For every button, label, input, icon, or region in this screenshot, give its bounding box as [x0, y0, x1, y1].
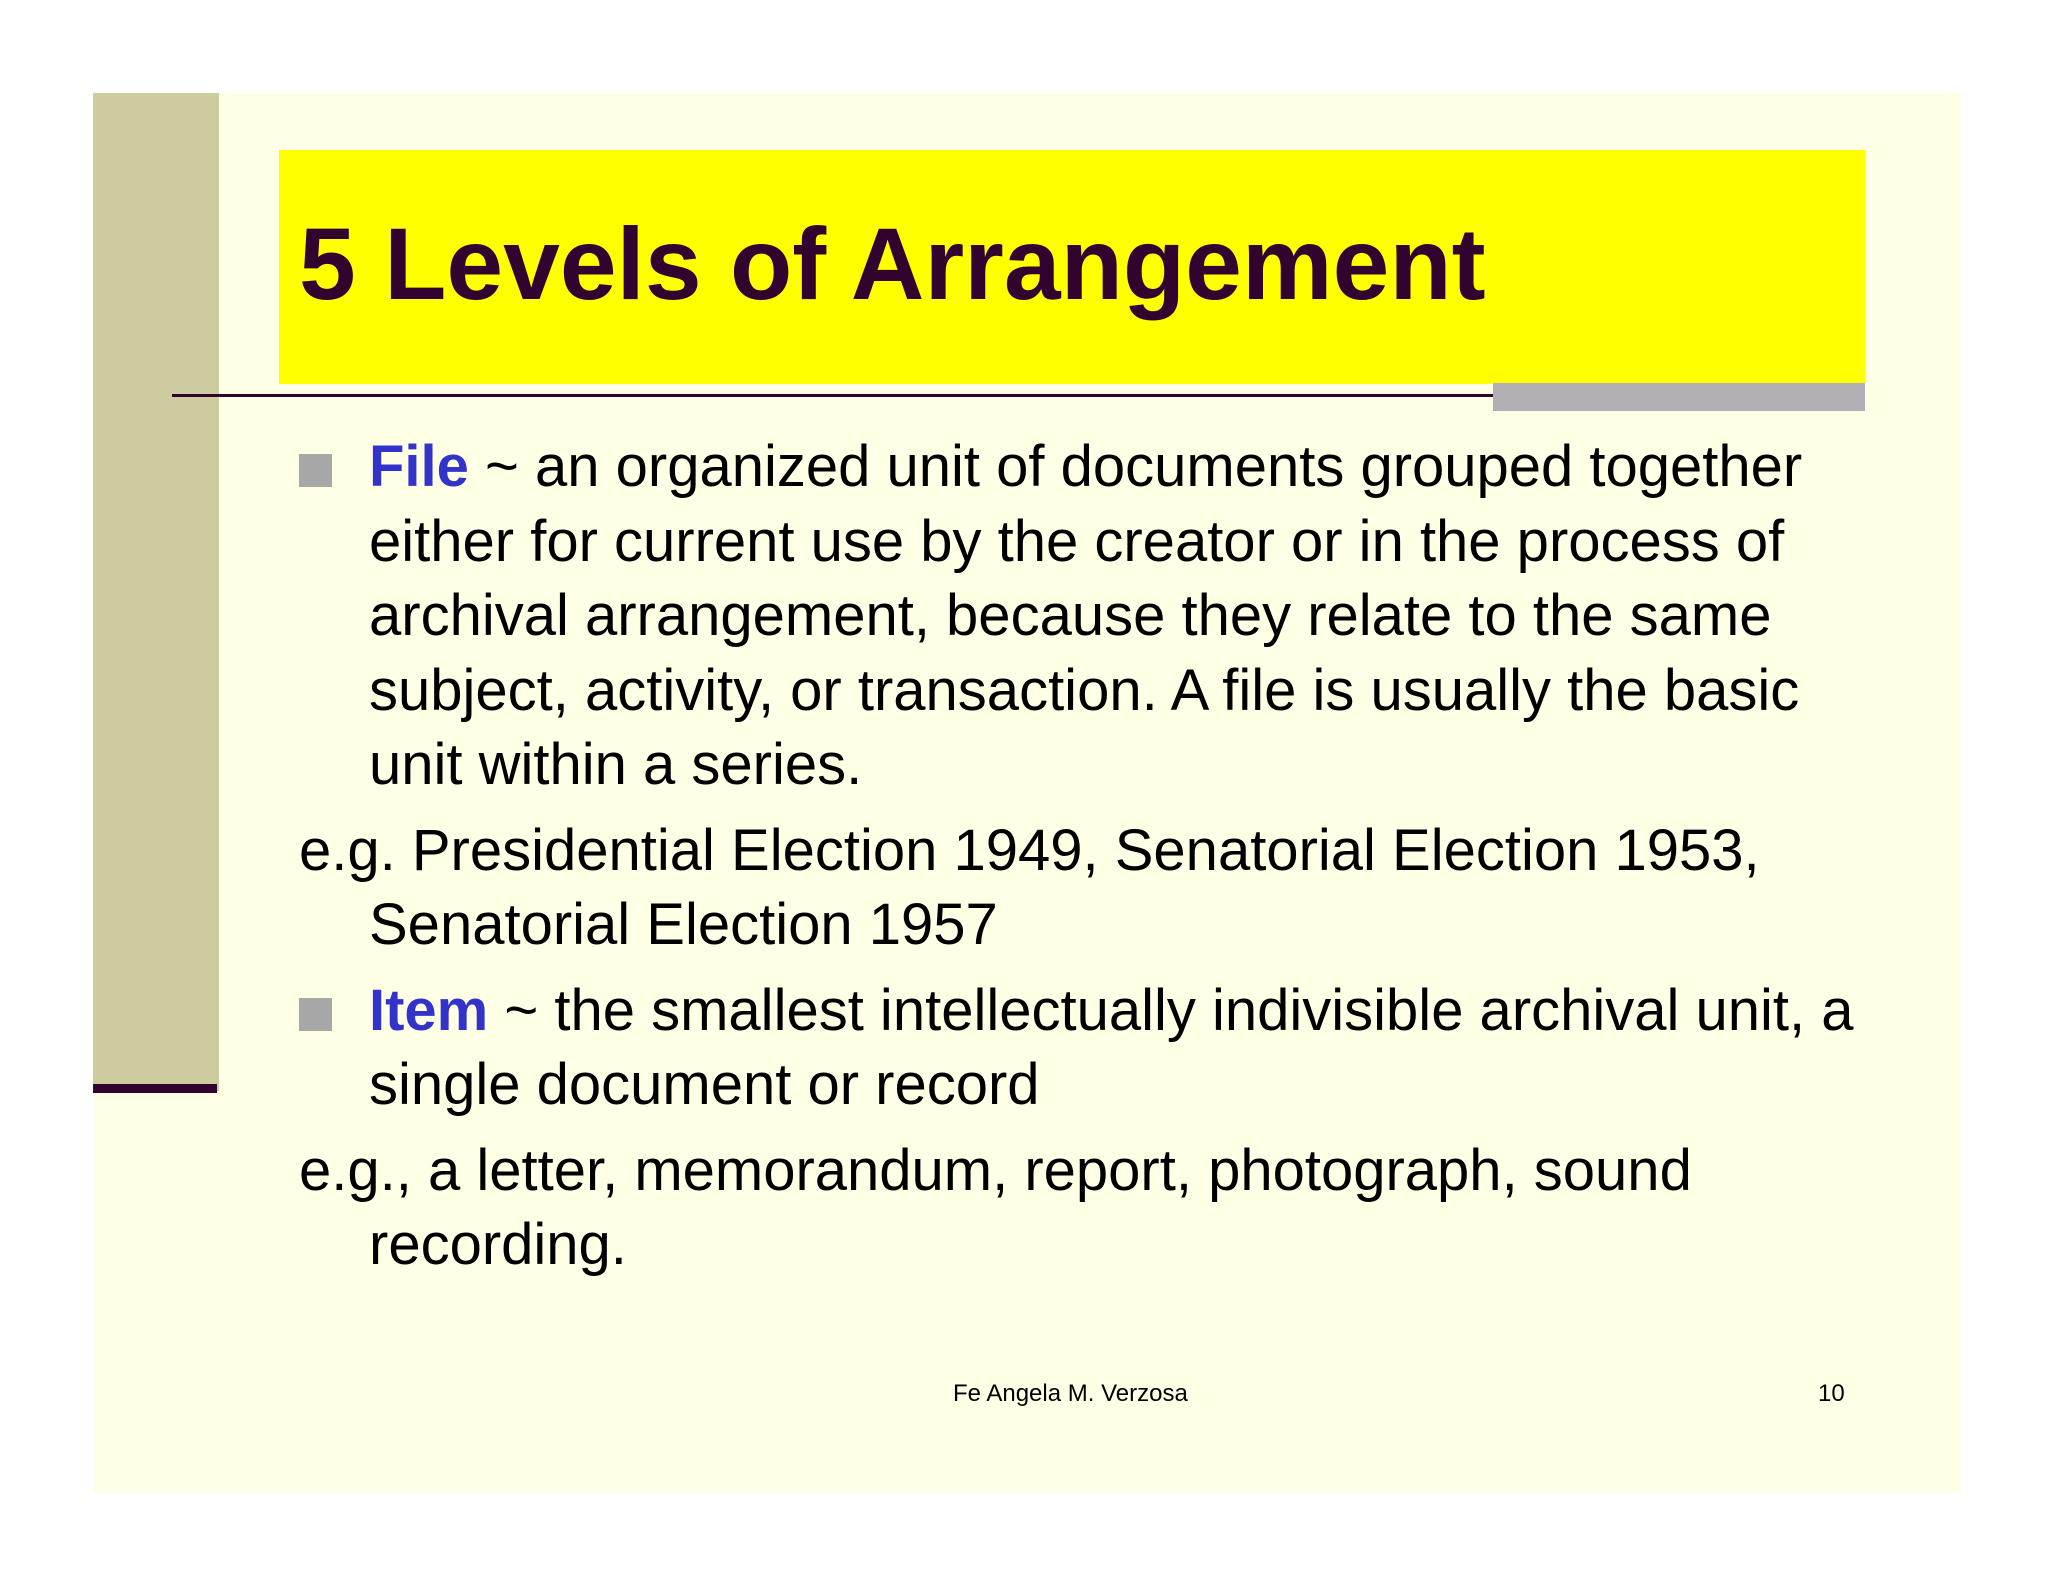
sidebar-rule: [93, 1084, 217, 1093]
definition-item: ~ the smallest intellectually indivisible archival unit, a single document or record: [369, 977, 1854, 1117]
definition-file: ~ an organized unit of documents grouped together either for current use by the creator or in the process of archival arrangement, because they relate to the same subject, activity, or transaction. A file is usually the basic unit within a series.: [369, 434, 1803, 797]
square-bullet-icon: [299, 998, 332, 1031]
example-item: e.g., a letter, memorandum, report, photograph, sound recording.: [299, 1137, 1692, 1277]
footer-author: Fe Angela M. Verzosa: [953, 1380, 1188, 1407]
page-number: 10: [1818, 1380, 1845, 1407]
slide-body: [299, 430, 1899, 1294]
bullet-item-file: [299, 430, 1899, 803]
square-bullet-icon: [299, 454, 332, 487]
title-accent-tab: [1493, 383, 1865, 411]
slide-title: 5 Levels of Arrangement: [299, 207, 1486, 321]
bullet-item-item: [299, 974, 1899, 1123]
term-item: Item: [369, 977, 489, 1043]
example-file: e.g. Presidential Election 1949, Senatorial Election 1953, Senatorial Election 1957: [299, 817, 1760, 957]
slide: [93, 93, 1961, 1493]
sidebar-accent: [93, 93, 219, 1091]
term-file: File: [369, 434, 469, 499]
